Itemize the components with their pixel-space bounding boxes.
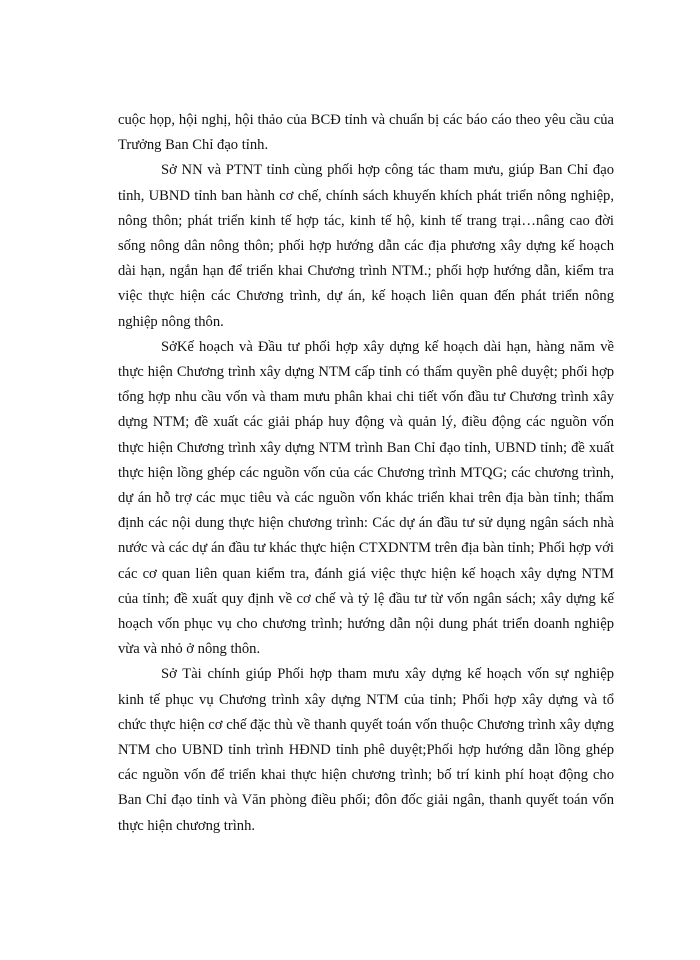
paragraph-continuation: cuộc họp, hội nghị, hội thảo của BCĐ tỉnh và chuẩn bị các báo cáo theo yêu cầu của Trưởng Ban Chỉ đạo tỉnh. [118,112,614,154]
paragraph-so-tai-chinh: Sở Tài chính giúp Phối hợp tham mưu xây dựng kế hoạch vốn sự nghiệp kinh tế phục vụ Chương trình xây dựng NTM của tỉnh; Phối hợp xây dựng và tổ chức thực hiện cơ chế đặc thù về thanh quyết toán vốn thuộc Chương trình xây dựng NTM cho UBND tỉnh trình HĐND tỉnh phê duyệt;Phối hợp hướng dẫn lồng ghép các nguồn vốn để triển khai thực hiện chương trình; bố trí kinh phí hoạt động cho Ban Chỉ đạo tỉnh và Văn phòng điều phối; đôn đốc giải ngân, thanh quyết toán vốn thực hiện chương trình. [118,666,614,834]
document-page [118,108,614,839]
paragraph-so-ke-hoach-dau-tu: SởKế hoạch và Đầu tư phối hợp xây dựng kế hoạch dài hạn, hàng năm về thực hiện Chương trình xây dựng NTM cấp tỉnh có thẩm quyền phê duyệt; phối hợp tổng hợp nhu cầu vốn và tham mưu phân khai chi tiết vốn đầu tư Chương trình xây dựng NTM; đề xuất các giải pháp huy động và quản lý, điều động các nguồn vốn thực hiện Chương trình xây dựng NTM trình Ban Chỉ đạo tỉnh, UBND tỉnh; đề xuất thực hiện lồng ghép các nguồn vốn của các Chương trình MTQG; các chương trình, dự án hỗ trợ các mục tiêu và các nguồn vốn khác triển khai trên địa bàn tỉnh; thẩm định các nội dung thực hiện chương trình: Các dự án đầu tư sử dụng ngân sách nhà nước và các dự án đầu tư khác thực hiện CTXDNTM trên địa bàn tỉnh; Phối hợp với các cơ quan liên quan kiểm tra, đánh giá việc thực hiện kế hoạch xây dựng NTM của tỉnh; đề xuất quy định về cơ chế và tỷ lệ đầu tư từ vốn ngân sách; xây dựng kế hoạch vốn phục vụ cho chương trình; hướng dẫn nội dung phát triển doanh nghiệp vừa và nhỏ ở nông thôn. [118,338,614,658]
paragraph-so-nn-ptnt: Sở NN và PTNT tỉnh cùng phối hợp công tác tham mưu, giúp Ban Chỉ đạo tỉnh, UBND tỉnh ban hành cơ chế, chính sách khuyến khích phát triển nông nghiệp, nông thôn; phát triển kinh tế hợp tác, kinh tế hộ, kinh tế trang trại…nâng cao đời sống nông dân nông thôn; phối hợp hướng dẫn các địa phương xây dựng kế hoạch dài hạn, ngắn hạn để triển khai Chương trình NTM.; phối hợp hướng dẫn, kiểm tra việc thực hiện các Chương trình, dự án, kế hoạch liên quan đến phát triển nông nghiệp nông thôn. [118,162,614,330]
